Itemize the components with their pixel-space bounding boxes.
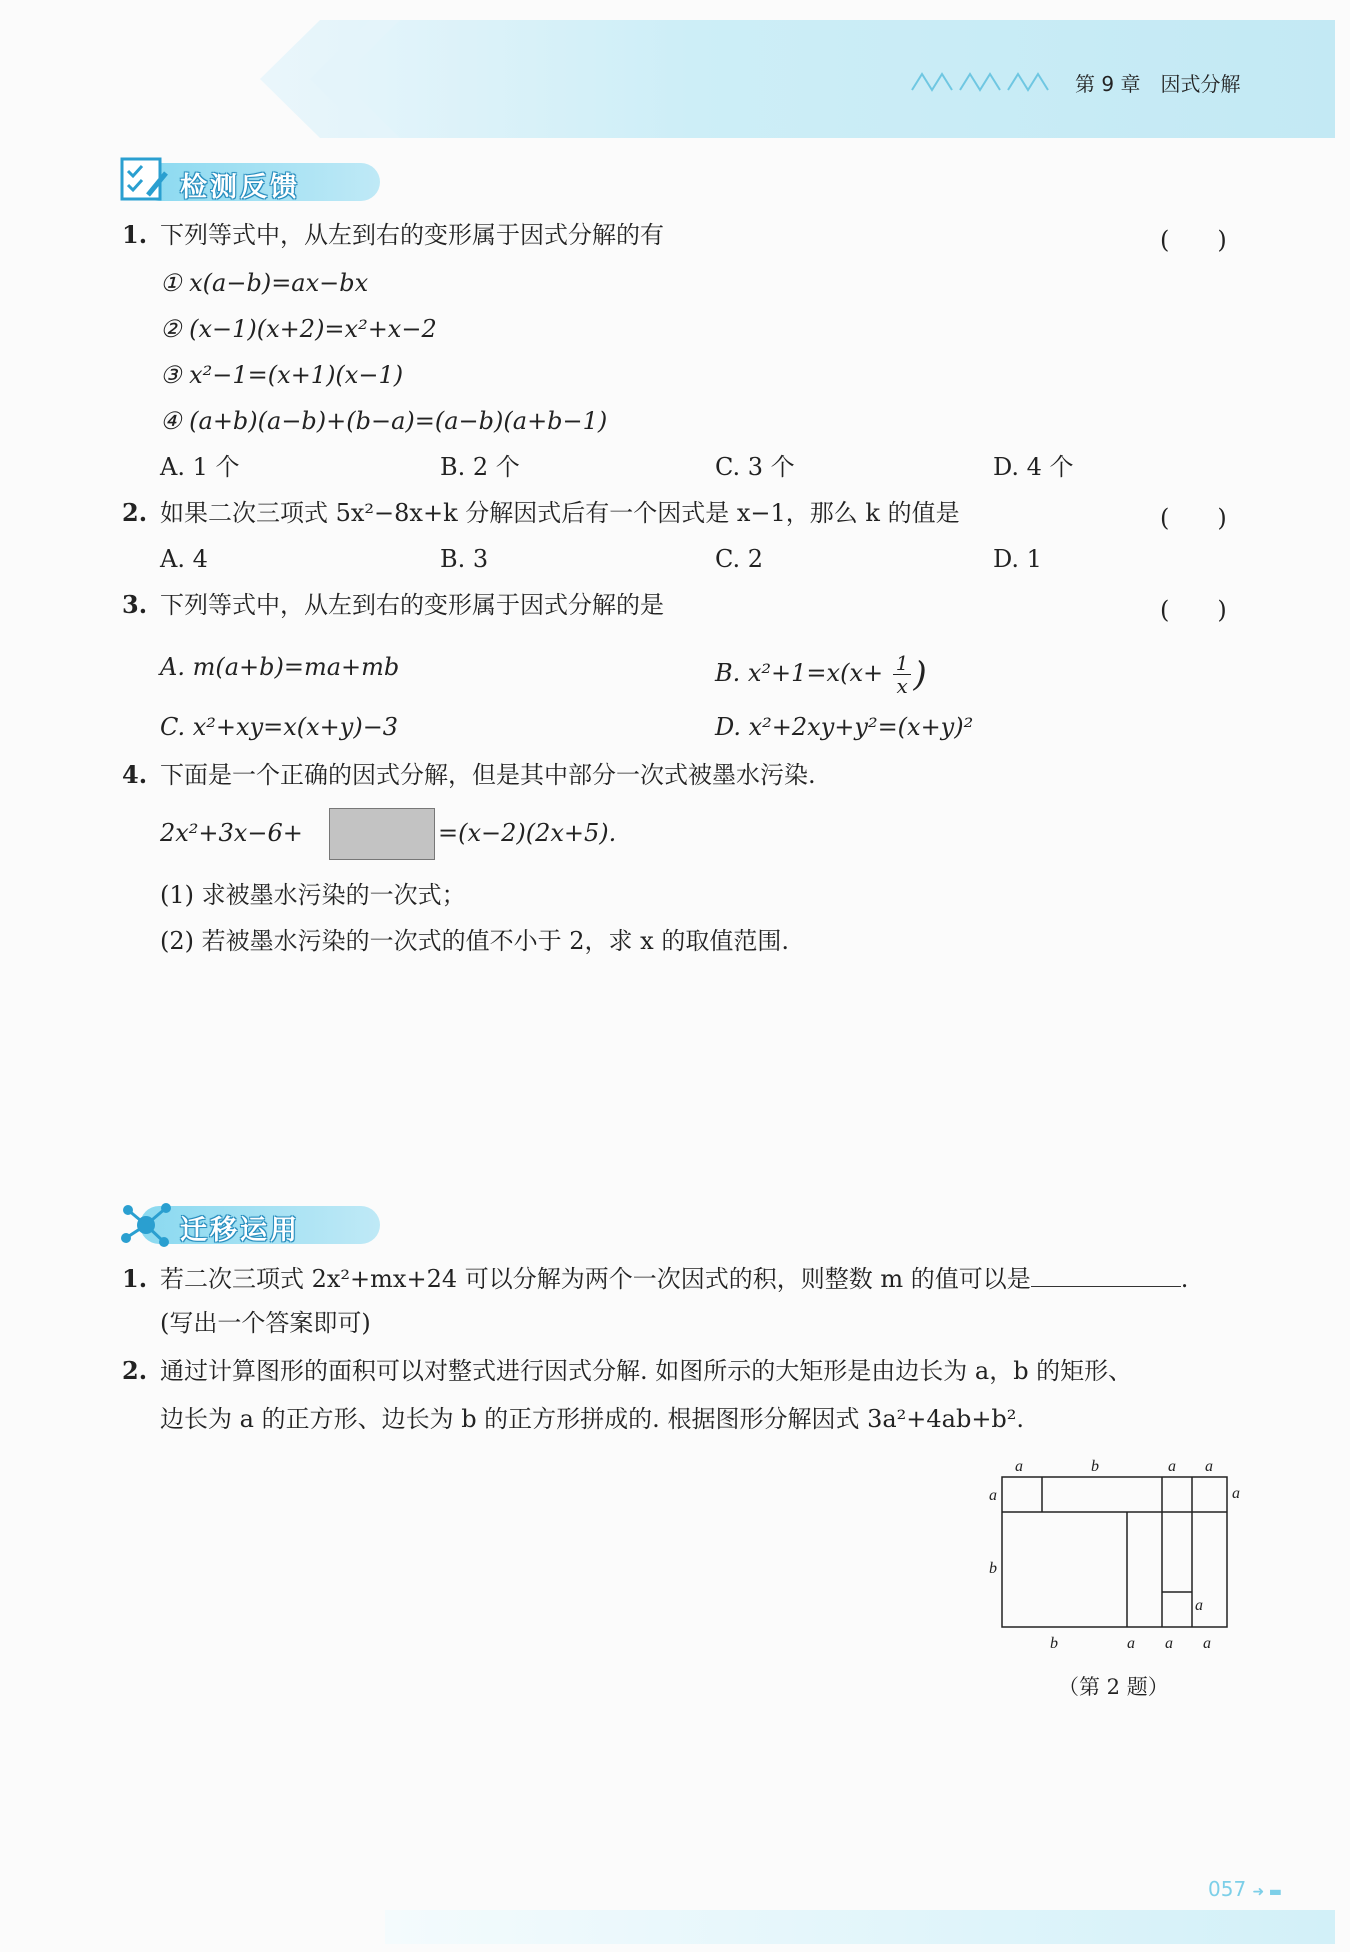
fig-label-bottom-a2: a: [1165, 1635, 1173, 1650]
mountain-decoration-icon: [910, 70, 1050, 92]
ink-stain-box: [329, 808, 435, 860]
q4-equation-right: =(x−2)(2x+5).: [438, 819, 617, 847]
q1-option-b: B. 2 个: [440, 453, 520, 481]
section-title: 迁移运用: [180, 1215, 300, 1246]
p2-line1: 通过计算图形的面积可以对整式进行因式分解. 如图所示的大矩形是由边长为 a，b 的矩形、: [160, 1357, 1133, 1385]
footer-bar: [385, 1910, 1335, 1944]
p1-line: [160, 1264, 1188, 1294]
rectangle-tiling-figure: [975, 1450, 1255, 1650]
q2-text: 如果二次三项式 5x²−8x+k 分解因式后有一个因式是 x−1，那么 k 的值是: [160, 499, 960, 527]
q1-item-3: ③ x²−1=(x+1)(x−1): [160, 361, 404, 389]
q4-text: 下面是一个正确的因式分解，但是其中部分一次式被墨水污染.: [160, 761, 816, 789]
q3-option-b-close-paren: ): [913, 654, 927, 695]
q3-option-b-text: B. x²+1=x(x+: [715, 659, 884, 687]
p2-line2: 边长为 a 的正方形、边长为 b 的正方形拼成的. 根据图形分解因式 3a²+4ab+b².: [160, 1405, 1025, 1433]
page-number: [1208, 1877, 1282, 1901]
q1-item-1: ① x(a−b)=ax−bx: [160, 269, 369, 297]
fraction-denominator: x: [896, 674, 908, 698]
arrow-right-icon: ➜ ▬: [1252, 1884, 1282, 1900]
q2-number: 2.: [122, 498, 148, 527]
q4-equation-left: 2x²+3x−6+: [160, 819, 303, 847]
q3-option-a: A. m(a+b)=ma+mb: [160, 653, 400, 681]
q3-option-b: [715, 652, 927, 697]
q4-sub-2: (2) 若被墨水污染的一次式的值不小于 2，求 x 的取值范围.: [160, 927, 789, 955]
fig-label-left-b: b: [989, 1560, 997, 1577]
q3-text: 下列等式中，从左到右的变形属于因式分解的是: [160, 591, 664, 619]
q4-sub-1: (1) 求被墨水污染的一次式；: [160, 881, 466, 909]
fig-label-top-b: b: [1091, 1458, 1099, 1475]
section-header-feedback: [118, 155, 408, 205]
p1-note: (写出一个答案即可): [160, 1309, 371, 1337]
fig-label-top-a2: a: [1168, 1458, 1176, 1475]
q1-option-d: D. 4 个: [993, 453, 1074, 481]
p1-answer-blank[interactable]: [1031, 1264, 1181, 1287]
chapter-title: 第 9 章 因式分解: [1075, 72, 1241, 96]
p1-number: 1.: [122, 1264, 148, 1293]
page-number-text: 057: [1208, 1877, 1247, 1901]
q2-option-a: A. 4: [160, 545, 208, 573]
p2-number: 2.: [122, 1356, 148, 1385]
outer-rectangle: [1002, 1477, 1227, 1627]
fig-label-left-a: a: [989, 1487, 997, 1504]
q1-item-4: ④ (a+b)(a−b)+(b−a)=(a−b)(a+b−1): [160, 407, 608, 435]
figure-caption: （第 2 题）: [1058, 1675, 1169, 1699]
fig-label-bottom-a3: a: [1203, 1635, 1211, 1650]
q3-option-b-fraction: [893, 652, 912, 697]
q3-number: 3.: [122, 590, 148, 619]
q3-answer-paren: ( ): [1160, 596, 1227, 624]
section-title: 检测反馈: [180, 172, 300, 203]
q1-option-a: A. 1 个: [160, 453, 240, 481]
checklist-icon: [118, 155, 174, 207]
q2-option-b: B. 3: [440, 545, 489, 573]
q1-answer-paren: ( ): [1160, 226, 1227, 254]
q2-option-d: D. 1: [993, 545, 1042, 573]
fraction-numerator: 1: [893, 652, 912, 675]
fig-label-bottom-b: b: [1050, 1635, 1058, 1650]
p1-text: 若二次三项式 2x²+mx+24 可以分解为两个一次因式的积，则整数 m 的值可以是: [160, 1265, 1031, 1293]
fig-label-bottom-a1: a: [1127, 1635, 1135, 1650]
q1-item-2: ② (x−1)(x+2)=x²+x−2: [160, 315, 437, 343]
q1-option-c: C. 3 个: [715, 453, 795, 481]
fig-label-right-a: a: [1232, 1485, 1240, 1502]
q1-number: 1.: [122, 220, 148, 249]
q1-text: 下列等式中，从左到右的变形属于因式分解的有: [160, 221, 664, 249]
section-header-transfer: [118, 1198, 408, 1248]
q2-answer-paren: ( ): [1160, 504, 1227, 532]
q2-option-c: C. 2: [715, 545, 764, 573]
p1-end: .: [1180, 1265, 1189, 1293]
fig-label-top-a1: a: [1015, 1458, 1023, 1475]
fig-label-inner-a: a: [1195, 1597, 1203, 1614]
q3-option-d: D. x²+2xy+y²=(x+y)²: [715, 713, 974, 741]
fig-label-top-a3: a: [1205, 1458, 1213, 1475]
q4-number: 4.: [122, 760, 148, 789]
molecule-icon: [118, 1198, 178, 1252]
q3-option-c: C. x²+xy=x(x+y)−3: [160, 713, 399, 741]
